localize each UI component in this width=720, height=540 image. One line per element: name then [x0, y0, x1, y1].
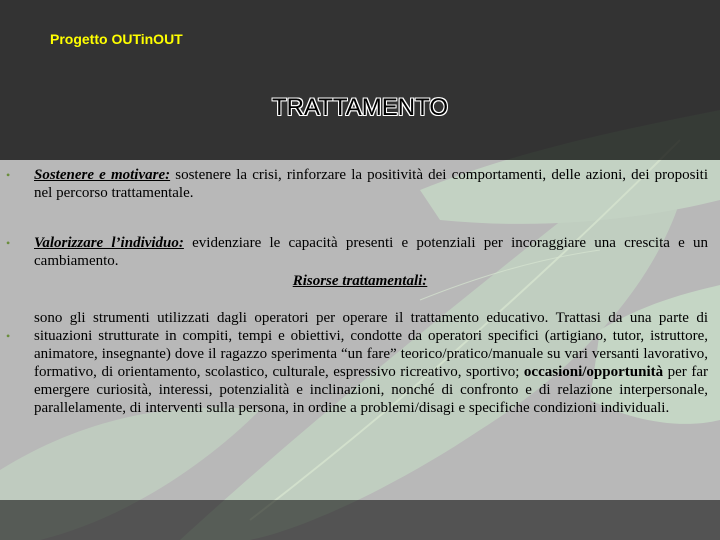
subheading-risorse: Risorse trattamentali:	[292, 273, 428, 289]
list-item-sostenere	[6, 166, 708, 202]
list-item-risorse	[6, 309, 708, 417]
project-header: Progetto OUTinOUT	[50, 31, 183, 47]
item-text: evidenziare le capacità presenti e potenziali per incoraggiare una crescita e un cambiamento.	[34, 235, 709, 269]
page-title: TRATTAMENTO	[272, 94, 448, 121]
item-text: per far emergere curiosità, interessi, potenzialità e inclinazioni, nonché di confronto e di relazione interpersonale, parallelamente, di interventi sulla persona, in ordine a problemi/disagi e specifiche condizioni individuali.	[34, 364, 708, 416]
item-lead: Sostenere e motivare:	[34, 167, 171, 183]
list-item-valorizzare	[6, 234, 709, 270]
item-lead: Valorizzare l’individuo:	[34, 235, 184, 251]
item-text: sostenere la crisi, rinforzare la positività dei comportamenti, delle azioni, dei propositi nel percorso trattamentale.	[34, 167, 708, 201]
bullet-icon: •	[6, 329, 11, 343]
bullet-icon: •	[6, 236, 11, 250]
bullet-icon: •	[6, 168, 11, 182]
item-text: sono gli strumenti utilizzati dagli operatori per operare il trattamento educativo. Trattasi da una parte di situazioni strutturate in compiti, tempi e obiettivi, condotte da operatori specifici (artigiano, tutor, istruttore, animatore, insegnante) dove il ragazzo sperimenta “un fare” teorico/pratico/manuale su vari versanti lavorativo, formativo, di orientamento, scolastico, culturale, espressivo ricreativo, sportivo;	[34, 310, 708, 380]
item-strong: occasioni/opportunità	[523, 364, 664, 380]
